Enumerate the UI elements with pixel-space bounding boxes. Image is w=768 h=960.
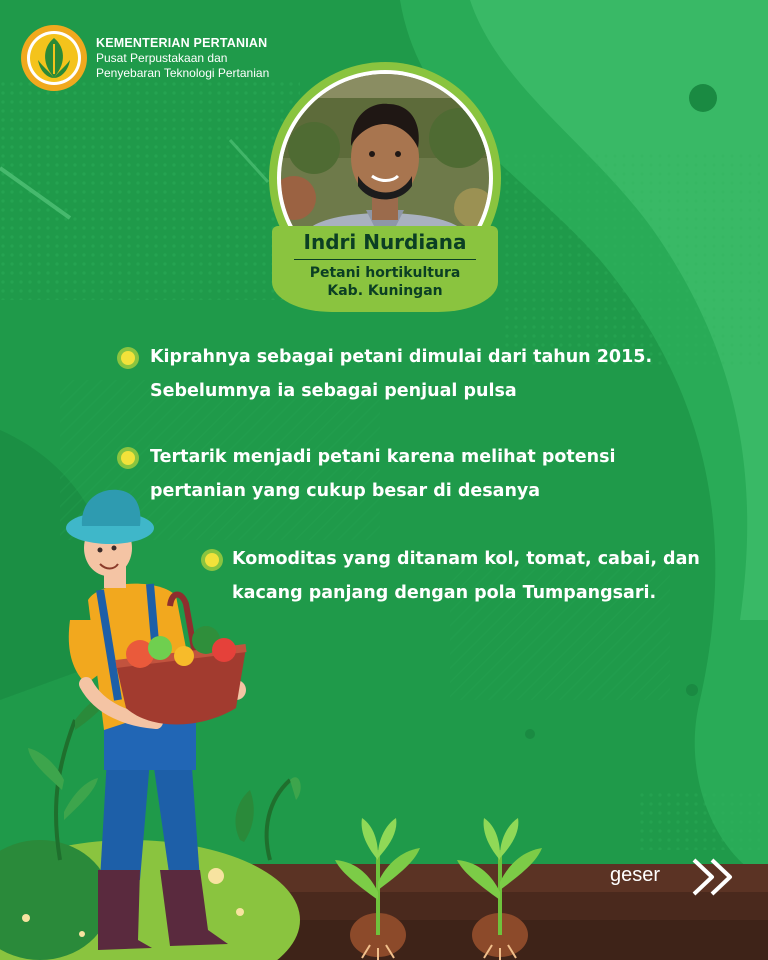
organization-name: KEMENTERIAN PERTANIAN — [96, 36, 268, 50]
next-page-button[interactable] — [608, 852, 748, 902]
point-3-line-1: Komoditas yang ditanam kol, tomat, cabai, dan — [232, 549, 700, 569]
point-2-line-2: pertanian yang cukup besar di desanya — [150, 481, 541, 501]
profile-location: Kab. Kuningan — [327, 283, 443, 299]
point-item-2 — [150, 440, 616, 508]
bullet-dot-icon — [116, 446, 140, 470]
ministry-logo — [20, 24, 88, 92]
organization-unit-line-2: Penyebaran Teknologi Pertanian — [96, 66, 270, 80]
organization-header — [96, 36, 269, 81]
profile-name: Indri Nurdiana — [294, 230, 476, 260]
organization-unit-line-1: Pusat Perpustakaan dan — [96, 51, 228, 65]
bullet-dot-icon — [116, 346, 140, 370]
ministry-logo-icon — [20, 24, 88, 92]
point-1-line-1: Kiprahnya sebagai petani dimulai dari tahun 2015. — [150, 347, 653, 367]
point-1-line-2: Sebelumnya ia sebagai penjual pulsa — [150, 381, 517, 401]
double-chevron-right-icon — [690, 856, 738, 898]
point-item-3 — [232, 542, 700, 610]
point-item-1 — [150, 340, 652, 408]
profile-name-card — [272, 226, 498, 312]
next-page-label: geser — [610, 864, 661, 886]
bullet-dot-icon — [200, 548, 224, 572]
point-2-line-1: Tertarik menjadi petani karena melihat potensi — [150, 447, 616, 467]
point-3-line-2: kacang panjang dengan pola Tumpangsari. — [232, 583, 657, 603]
profile-role: Petani hortikultura — [309, 265, 461, 281]
